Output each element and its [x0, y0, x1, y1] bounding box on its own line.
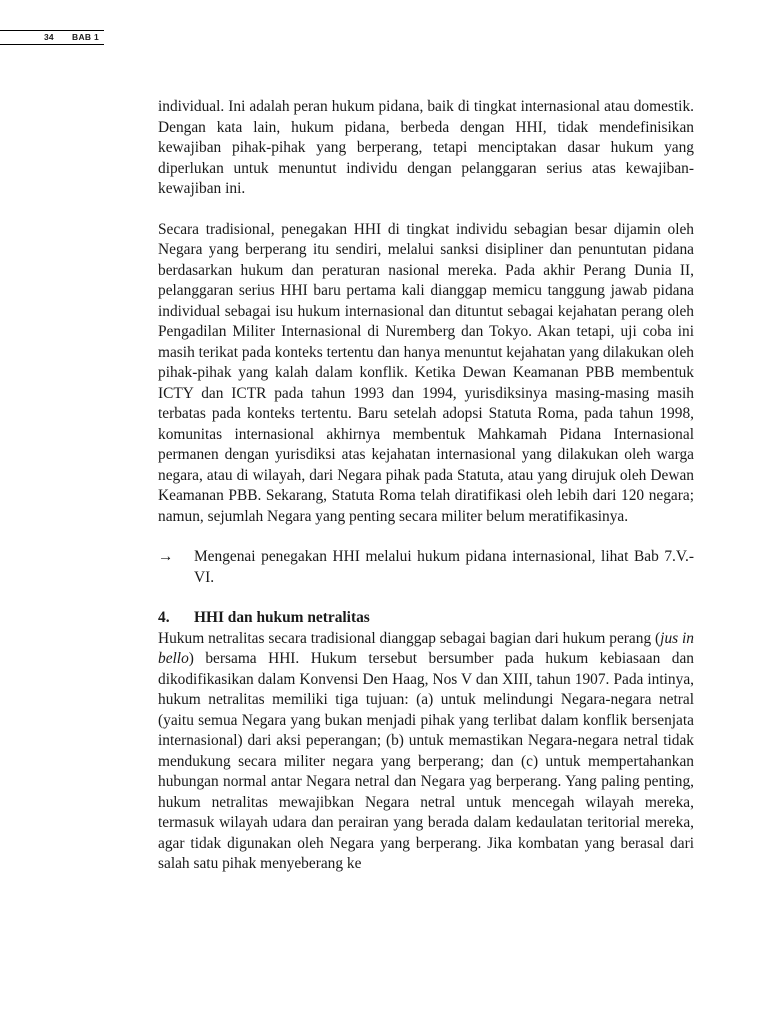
paragraph: individual. Ini adalah peran hukum pidana, baik di tingkat internasional atau domestik. Dengan kata lain, hukum pidana, berbeda dengan HHI, tidak mendefinisikan kewajiban pihak-pihak yang berperang, tetapi menciptakan dasar hukum yang diperlukan untuk menuntut individu dengan pelanggaran serius atas kewajiban-kewajiban ini.	[158, 98, 694, 197]
cross-reference-text: Mengenai penegakan HHI melalui hukum pidana internasional, lihat Bab 7.V.-VI.	[194, 548, 694, 586]
paragraph-text: ) bersama HHI. Hukum tersebut bersumber pada hukum kebiasaan dan dikodifikasikan dalam Konvensi Den Haag, Nos V dan XIII, tahun 1907. Pada intinya, hukum netralitas memiliki tiga tujuan: (a) untuk melindungi Negara-negara netral (yaitu semua Negara yang bukan menjadi pihak yang terlibat dalam konflik bersenjata internasional) dari aksi peperangan; (b) untuk memastikan Negara-negara netral tidak mendukung secara militer negara yang berperang; dan (c) untuk mempertahankan hubungan normal antar Negara netral dan Negara yag berperang. Yang paling penting, hukum netralitas mewajibkan Negara netral untuk mencegah wilayah mereka, termasuk wilayah udara dan perairan yang berada dalam kedaulatan teritorial mereka, agar tidak digunakan oleh Negara yang berperang. Jika kombatan yang berasal dari salah satu pihak menyeberang ke	[158, 650, 694, 872]
chapter-label: BAB 1	[72, 32, 100, 42]
section-number: 4.	[158, 609, 170, 626]
paragraph	[158, 629, 694, 875]
section-title: HHI dan hukum netralitas	[194, 609, 370, 626]
arrow-right-icon: →	[158, 548, 174, 565]
running-header	[0, 30, 104, 45]
cross-reference	[158, 547, 694, 588]
paragraph-text: Hukum netralitas secara tradisional dianggap sebagai bagian dari hukum perang (	[158, 629, 661, 647]
section-heading	[158, 608, 694, 629]
paragraph: Secara tradisional, penegakan HHI di tingkat individu sebagian besar dijamin oleh Negara yang berperang itu sendiri, melalui sanksi disipliner dan penuntutan pidana berdasarkan hukum dan peraturan nasional mereka. Pada akhir Perang Dunia II, pelanggaran serius HHI baru pertama kali dianggap memicu tanggung jawab pidana individual sebagai isu hukum internasional dan dituntut sebagai kejahatan perang oleh Pengadilan Militer Internasional di Nuremberg dan Tokyo. Akan tetapi, uji coba ini masih terikat pada konteks tertentu dan hanya menuntut kejahatan yang dilakukan oleh pihak-pihak yang kalah dalam konflik. Ketika Dewan Keamanan PBB membentuk ICTY dan ICTR pada tahun 1993 dan 1994, yurisdiksinya masing-masing masih terbatas pada konteks tertentu. Baru setelah adopsi Statuta Roma, pada tahun 1998, komunitas internasional akhirnya membentuk Mahkamah Pidana Internasional permanen dengan yurisdiksi atas kejahatan internasional yang dilakukan oleh warga negara, atau di wilayah, dari Negara pihak pada Statuta, atau yang dirujuk oleh Dewan Keamanan PBB. Sekarang, Statuta Roma telah diratifikasi oleh lebih dari 120 negara; namun, sejumlah Negara yang penting secara militer belum meratifikasinya.	[158, 220, 694, 525]
body-text	[158, 97, 694, 875]
latin-term: jus in bello	[158, 629, 694, 667]
page-number: 34	[44, 32, 54, 42]
